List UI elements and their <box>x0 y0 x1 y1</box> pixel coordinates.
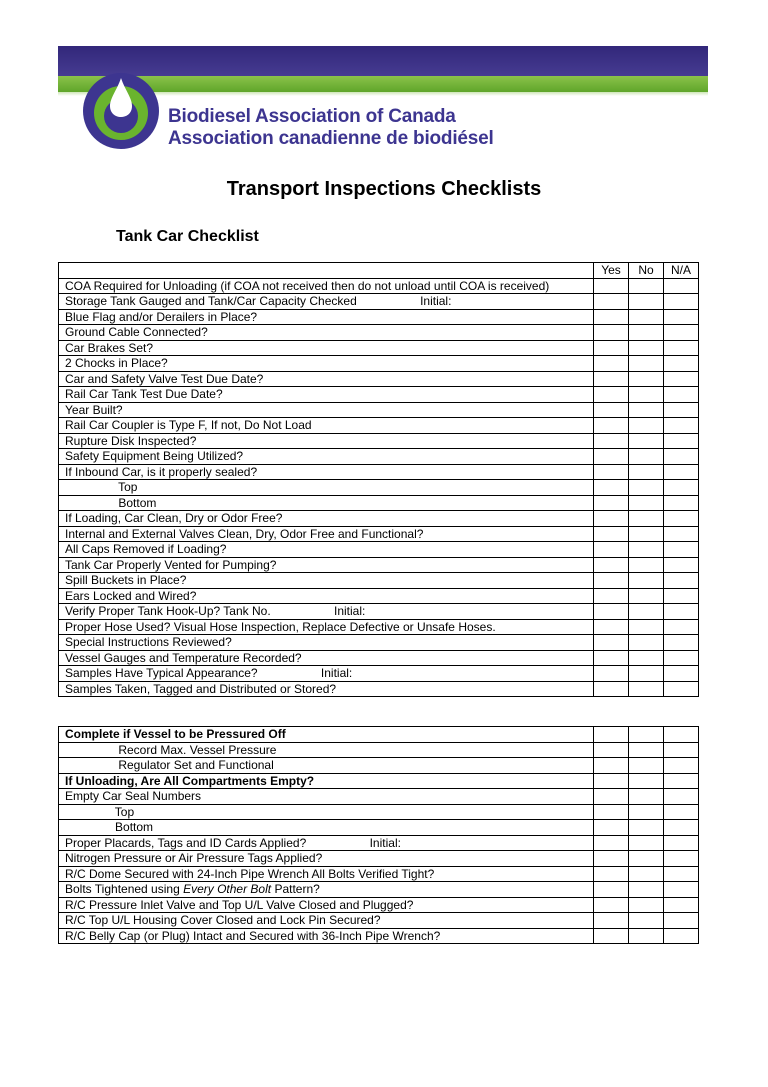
checklist-item-label: R/C Dome Secured with 24-Inch Pipe Wrench All Bolts Verified Tight? <box>59 866 594 882</box>
checkbox-no[interactable] <box>629 666 664 682</box>
table-row <box>59 820 699 836</box>
checkbox-yes[interactable] <box>594 866 629 882</box>
checkbox-na[interactable] <box>664 356 699 372</box>
checklist-item-label: Ears Locked and Wired? <box>59 588 594 604</box>
checkbox-na[interactable] <box>664 464 699 480</box>
checkbox-no[interactable] <box>629 588 664 604</box>
checklist-item-label: All Caps Removed if Loading? <box>59 542 594 558</box>
checkbox-no[interactable] <box>629 882 664 898</box>
checkbox-yes[interactable] <box>594 727 629 743</box>
checkbox-no[interactable] <box>629 325 664 341</box>
table-header-row <box>59 263 699 279</box>
checkbox-no[interactable] <box>629 309 664 325</box>
checklist-item-label: R/C Pressure Inlet Valve and Top U/L Valve Closed and Plugged? <box>59 897 594 913</box>
table-row <box>59 480 699 496</box>
checkbox-yes[interactable] <box>594 294 629 310</box>
checkbox-no[interactable] <box>629 619 664 635</box>
table-row <box>59 309 699 325</box>
table-row <box>59 742 699 758</box>
bolts-text-italic: Every Other Bolt <box>183 882 272 896</box>
checkbox-na[interactable] <box>664 526 699 542</box>
page-title: Transport Inspections Checklists <box>226 178 542 200</box>
table-row <box>59 604 699 620</box>
checklist-item-label: Ground Cable Connected? <box>59 325 594 341</box>
checklist-item-label: Nitrogen Pressure or Air Pressure Tags Applied? <box>59 851 594 867</box>
checkbox-na[interactable] <box>664 433 699 449</box>
table-row <box>59 495 699 511</box>
checkbox-no[interactable] <box>629 913 664 929</box>
table-row <box>59 464 699 480</box>
checkbox-no[interactable] <box>629 604 664 620</box>
checklist-item-label: Regulator Set and Functional <box>59 758 594 774</box>
checklist-item-label: Top <box>59 480 594 496</box>
table-row <box>59 356 699 372</box>
pressure-off-checklist-table <box>58 726 699 944</box>
checkbox-no[interactable] <box>629 928 664 944</box>
checkbox-yes[interactable] <box>594 387 629 403</box>
table-row <box>59 789 699 805</box>
table-row <box>59 758 699 774</box>
checkbox-no[interactable] <box>629 557 664 573</box>
checklist-item-label: Complete if Vessel to be Pressured Off <box>59 727 594 743</box>
table-row <box>59 804 699 820</box>
checklist-item-label: Special Instructions Reviewed? <box>59 635 594 651</box>
checkbox-na[interactable] <box>664 557 699 573</box>
checklist-item-label: R/C Belly Cap (or Plug) Intact and Secured with 36-Inch Pipe Wrench? <box>59 928 594 944</box>
table-row <box>59 449 699 465</box>
checkbox-yes[interactable] <box>594 542 629 558</box>
table-row <box>59 278 699 294</box>
checkbox-na[interactable] <box>664 294 699 310</box>
checklist-item-label: Car Brakes Set? <box>59 340 594 356</box>
checkbox-no[interactable] <box>629 773 664 789</box>
checkbox-no[interactable] <box>629 542 664 558</box>
checklist-item-label: 2 Chocks in Place? <box>59 356 594 372</box>
checkbox-na[interactable] <box>664 727 699 743</box>
checkbox-no[interactable] <box>629 804 664 820</box>
checkbox-yes[interactable] <box>594 820 629 836</box>
checklist-item-label: Bottom <box>59 820 594 836</box>
checkbox-no[interactable] <box>629 278 664 294</box>
checkbox-na[interactable] <box>664 278 699 294</box>
checkbox-yes[interactable] <box>594 851 629 867</box>
checkbox-yes[interactable] <box>594 588 629 604</box>
checkbox-yes[interactable] <box>594 511 629 527</box>
checkbox-na[interactable] <box>664 371 699 387</box>
table-row <box>59 851 699 867</box>
checkbox-no[interactable] <box>629 402 664 418</box>
checklist-item-label: If Unloading, Are All Compartments Empty? <box>59 773 594 789</box>
checkbox-na[interactable] <box>664 449 699 465</box>
checkbox-no[interactable] <box>629 418 664 434</box>
checklist-item-label: Rail Car Tank Test Due Date? <box>59 387 594 403</box>
bolts-text-after: Pattern? <box>271 882 320 896</box>
table-row <box>59 325 699 341</box>
checkbox-na[interactable] <box>664 340 699 356</box>
checklist-item-label: Verify Proper Tank Hook-Up? Tank No. Initial: <box>59 604 594 620</box>
checkbox-na[interactable] <box>664 897 699 913</box>
checkbox-no[interactable] <box>629 449 664 465</box>
tank-car-checklist-table <box>58 262 699 697</box>
organization-name <box>168 106 494 150</box>
table-row <box>59 635 699 651</box>
checkbox-yes[interactable] <box>594 742 629 758</box>
checkbox-no[interactable] <box>629 464 664 480</box>
checkbox-yes[interactable] <box>594 604 629 620</box>
table-row <box>59 557 699 573</box>
col-na-header: N/A <box>664 263 699 279</box>
checkbox-yes[interactable] <box>594 495 629 511</box>
table-row <box>59 418 699 434</box>
checklist-item-label: Record Max. Vessel Pressure <box>59 742 594 758</box>
checkbox-no[interactable] <box>629 387 664 403</box>
checkbox-yes[interactable] <box>594 526 629 542</box>
checkbox-na[interactable] <box>664 619 699 635</box>
checklist-item-label: Rail Car Coupler is Type F, If not, Do Not Load <box>59 418 594 434</box>
table-row <box>59 681 699 697</box>
checkbox-no[interactable] <box>629 495 664 511</box>
checkbox-no[interactable] <box>629 866 664 882</box>
checkbox-yes[interactable] <box>594 882 629 898</box>
checklist-item-label: Storage Tank Gauged and Tank/Car Capacity Checked Initial: <box>59 294 594 310</box>
checkbox-yes[interactable] <box>594 897 629 913</box>
checkbox-yes[interactable] <box>594 913 629 929</box>
checkbox-na[interactable] <box>664 851 699 867</box>
table-row <box>59 866 699 882</box>
checklist-item-label: Bottom <box>59 495 594 511</box>
checkbox-no[interactable] <box>629 742 664 758</box>
checkbox-yes[interactable] <box>594 681 629 697</box>
checkbox-na[interactable] <box>664 573 699 589</box>
table-row <box>59 371 699 387</box>
checkbox-yes[interactable] <box>594 928 629 944</box>
checklist-item-label: COA Required for Unloading (if COA not received then do not unload until COA is received) <box>59 278 594 294</box>
checkbox-yes[interactable] <box>594 464 629 480</box>
checklist-item-label: Internal and External Valves Clean, Dry, Odor Free and Functional? <box>59 526 594 542</box>
checkbox-no[interactable] <box>629 835 664 851</box>
checkbox-yes[interactable] <box>594 619 629 635</box>
checkbox-no[interactable] <box>629 727 664 743</box>
checkbox-na[interactable] <box>664 681 699 697</box>
checklist-subtitle: Tank Car Checklist <box>116 228 259 245</box>
checkbox-no[interactable] <box>629 635 664 651</box>
checkbox-no[interactable] <box>629 371 664 387</box>
checklist-item-label: Samples Have Typical Appearance? Initial: <box>59 666 594 682</box>
checkbox-no[interactable] <box>629 820 664 836</box>
checkbox-no[interactable] <box>629 897 664 913</box>
table-row <box>59 913 699 929</box>
checklist-body-1 <box>59 263 699 697</box>
table-row <box>59 526 699 542</box>
org-name-french: Association canadienne de biodiésel <box>168 128 494 149</box>
checkbox-na[interactable] <box>664 804 699 820</box>
checklist-item-label: If Loading, Car Clean, Dry or Odor Free? <box>59 511 594 527</box>
table-row <box>59 433 699 449</box>
checkbox-na[interactable] <box>664 742 699 758</box>
checklist-item-label: R/C Top U/L Housing Cover Closed and Lock Pin Secured? <box>59 913 594 929</box>
checkbox-yes[interactable] <box>594 309 629 325</box>
checkbox-na[interactable] <box>664 666 699 682</box>
checkbox-no[interactable] <box>629 573 664 589</box>
checkbox-na[interactable] <box>664 325 699 341</box>
table-row <box>59 340 699 356</box>
checklist-item-label: Car and Safety Valve Test Due Date? <box>59 371 594 387</box>
checkbox-na[interactable] <box>664 418 699 434</box>
checkbox-na[interactable] <box>664 913 699 929</box>
table-row <box>59 619 699 635</box>
checkbox-na[interactable] <box>664 789 699 805</box>
checklist-body-2 <box>59 727 699 944</box>
checkbox-yes[interactable] <box>594 573 629 589</box>
checkbox-na[interactable] <box>664 835 699 851</box>
checkbox-no[interactable] <box>629 294 664 310</box>
checkbox-yes[interactable] <box>594 449 629 465</box>
checkbox-yes[interactable] <box>594 557 629 573</box>
header-blank-cell <box>59 263 594 279</box>
checklist-item-label: Empty Car Seal Numbers <box>59 789 594 805</box>
table-row <box>59 588 699 604</box>
table-row <box>59 897 699 913</box>
checklist-item-label: Top <box>59 804 594 820</box>
checkbox-yes[interactable] <box>594 635 629 651</box>
association-logo-icon <box>80 70 162 152</box>
checklist-item-label: Safety Equipment Being Utilized? <box>59 449 594 465</box>
table-row <box>59 402 699 418</box>
checklist-item-label: Year Built? <box>59 402 594 418</box>
checkbox-yes[interactable] <box>594 433 629 449</box>
table-row <box>59 928 699 944</box>
table-row <box>59 294 699 310</box>
table-row <box>59 650 699 666</box>
table-row <box>59 835 699 851</box>
checkbox-no[interactable] <box>629 356 664 372</box>
table-row <box>59 387 699 403</box>
checklist-item-label: Proper Placards, Tags and ID Cards Applied? Initial: <box>59 835 594 851</box>
checkbox-yes[interactable] <box>594 758 629 774</box>
checkbox-na[interactable] <box>664 604 699 620</box>
checkbox-na[interactable] <box>664 542 699 558</box>
checkbox-yes[interactable] <box>594 666 629 682</box>
table-row <box>59 882 699 898</box>
org-name-english: Biodiesel Association of Canada <box>168 106 456 127</box>
checklist-item-label: Samples Taken, Tagged and Distributed or Stored? <box>59 681 594 697</box>
checkbox-yes[interactable] <box>594 402 629 418</box>
checkbox-na[interactable] <box>664 387 699 403</box>
checklist-item-label: Rupture Disk Inspected? <box>59 433 594 449</box>
checklist-item-label: Vessel Gauges and Temperature Recorded? <box>59 650 594 666</box>
table-row <box>59 727 699 743</box>
checkbox-yes[interactable] <box>594 835 629 851</box>
checkbox-yes[interactable] <box>594 773 629 789</box>
checkbox-na[interactable] <box>664 309 699 325</box>
checkbox-yes[interactable] <box>594 789 629 805</box>
checkbox-yes[interactable] <box>594 340 629 356</box>
checkbox-yes[interactable] <box>594 278 629 294</box>
checkbox-yes[interactable] <box>594 418 629 434</box>
checkbox-no[interactable] <box>629 433 664 449</box>
table-row <box>59 511 699 527</box>
table-row <box>59 573 699 589</box>
table-row <box>59 773 699 789</box>
checkbox-no[interactable] <box>629 480 664 496</box>
checkbox-na[interactable] <box>664 773 699 789</box>
checkbox-na[interactable] <box>664 511 699 527</box>
checklist-item-label <box>59 882 594 898</box>
col-yes-header: Yes <box>594 263 629 279</box>
checkbox-yes[interactable] <box>594 325 629 341</box>
checkbox-na[interactable] <box>664 650 699 666</box>
bolts-text-before: Bolts Tightened using <box>65 882 184 896</box>
table-row <box>59 666 699 682</box>
checkbox-no[interactable] <box>629 758 664 774</box>
checkbox-na[interactable] <box>664 820 699 836</box>
checkbox-na[interactable] <box>664 928 699 944</box>
checkbox-na[interactable] <box>664 480 699 496</box>
checkbox-no[interactable] <box>629 340 664 356</box>
col-no-header: No <box>629 263 664 279</box>
checkbox-yes[interactable] <box>594 480 629 496</box>
checkbox-yes[interactable] <box>594 356 629 372</box>
checklist-item-label: Proper Hose Used? Visual Hose Inspection, Replace Defective or Unsafe Hoses. <box>59 619 594 635</box>
checkbox-na[interactable] <box>664 758 699 774</box>
checklist-item-label: Blue Flag and/or Derailers in Place? <box>59 309 594 325</box>
checkbox-yes[interactable] <box>594 804 629 820</box>
checklist-item-label: Spill Buckets in Place? <box>59 573 594 589</box>
checklist-item-label: If Inbound Car, is it properly sealed? <box>59 464 594 480</box>
checkbox-no[interactable] <box>629 851 664 867</box>
checkbox-na[interactable] <box>664 402 699 418</box>
checkbox-yes[interactable] <box>594 650 629 666</box>
checkbox-no[interactable] <box>629 789 664 805</box>
checklist-item-label: Tank Car Properly Vented for Pumping? <box>59 557 594 573</box>
checkbox-no[interactable] <box>629 511 664 527</box>
checkbox-no[interactable] <box>629 526 664 542</box>
checkbox-yes[interactable] <box>594 371 629 387</box>
checkbox-na[interactable] <box>664 635 699 651</box>
checkbox-no[interactable] <box>629 681 664 697</box>
checkbox-na[interactable] <box>664 495 699 511</box>
checkbox-na[interactable] <box>664 866 699 882</box>
table-row <box>59 542 699 558</box>
checkbox-no[interactable] <box>629 650 664 666</box>
checkbox-na[interactable] <box>664 588 699 604</box>
checkbox-na[interactable] <box>664 882 699 898</box>
